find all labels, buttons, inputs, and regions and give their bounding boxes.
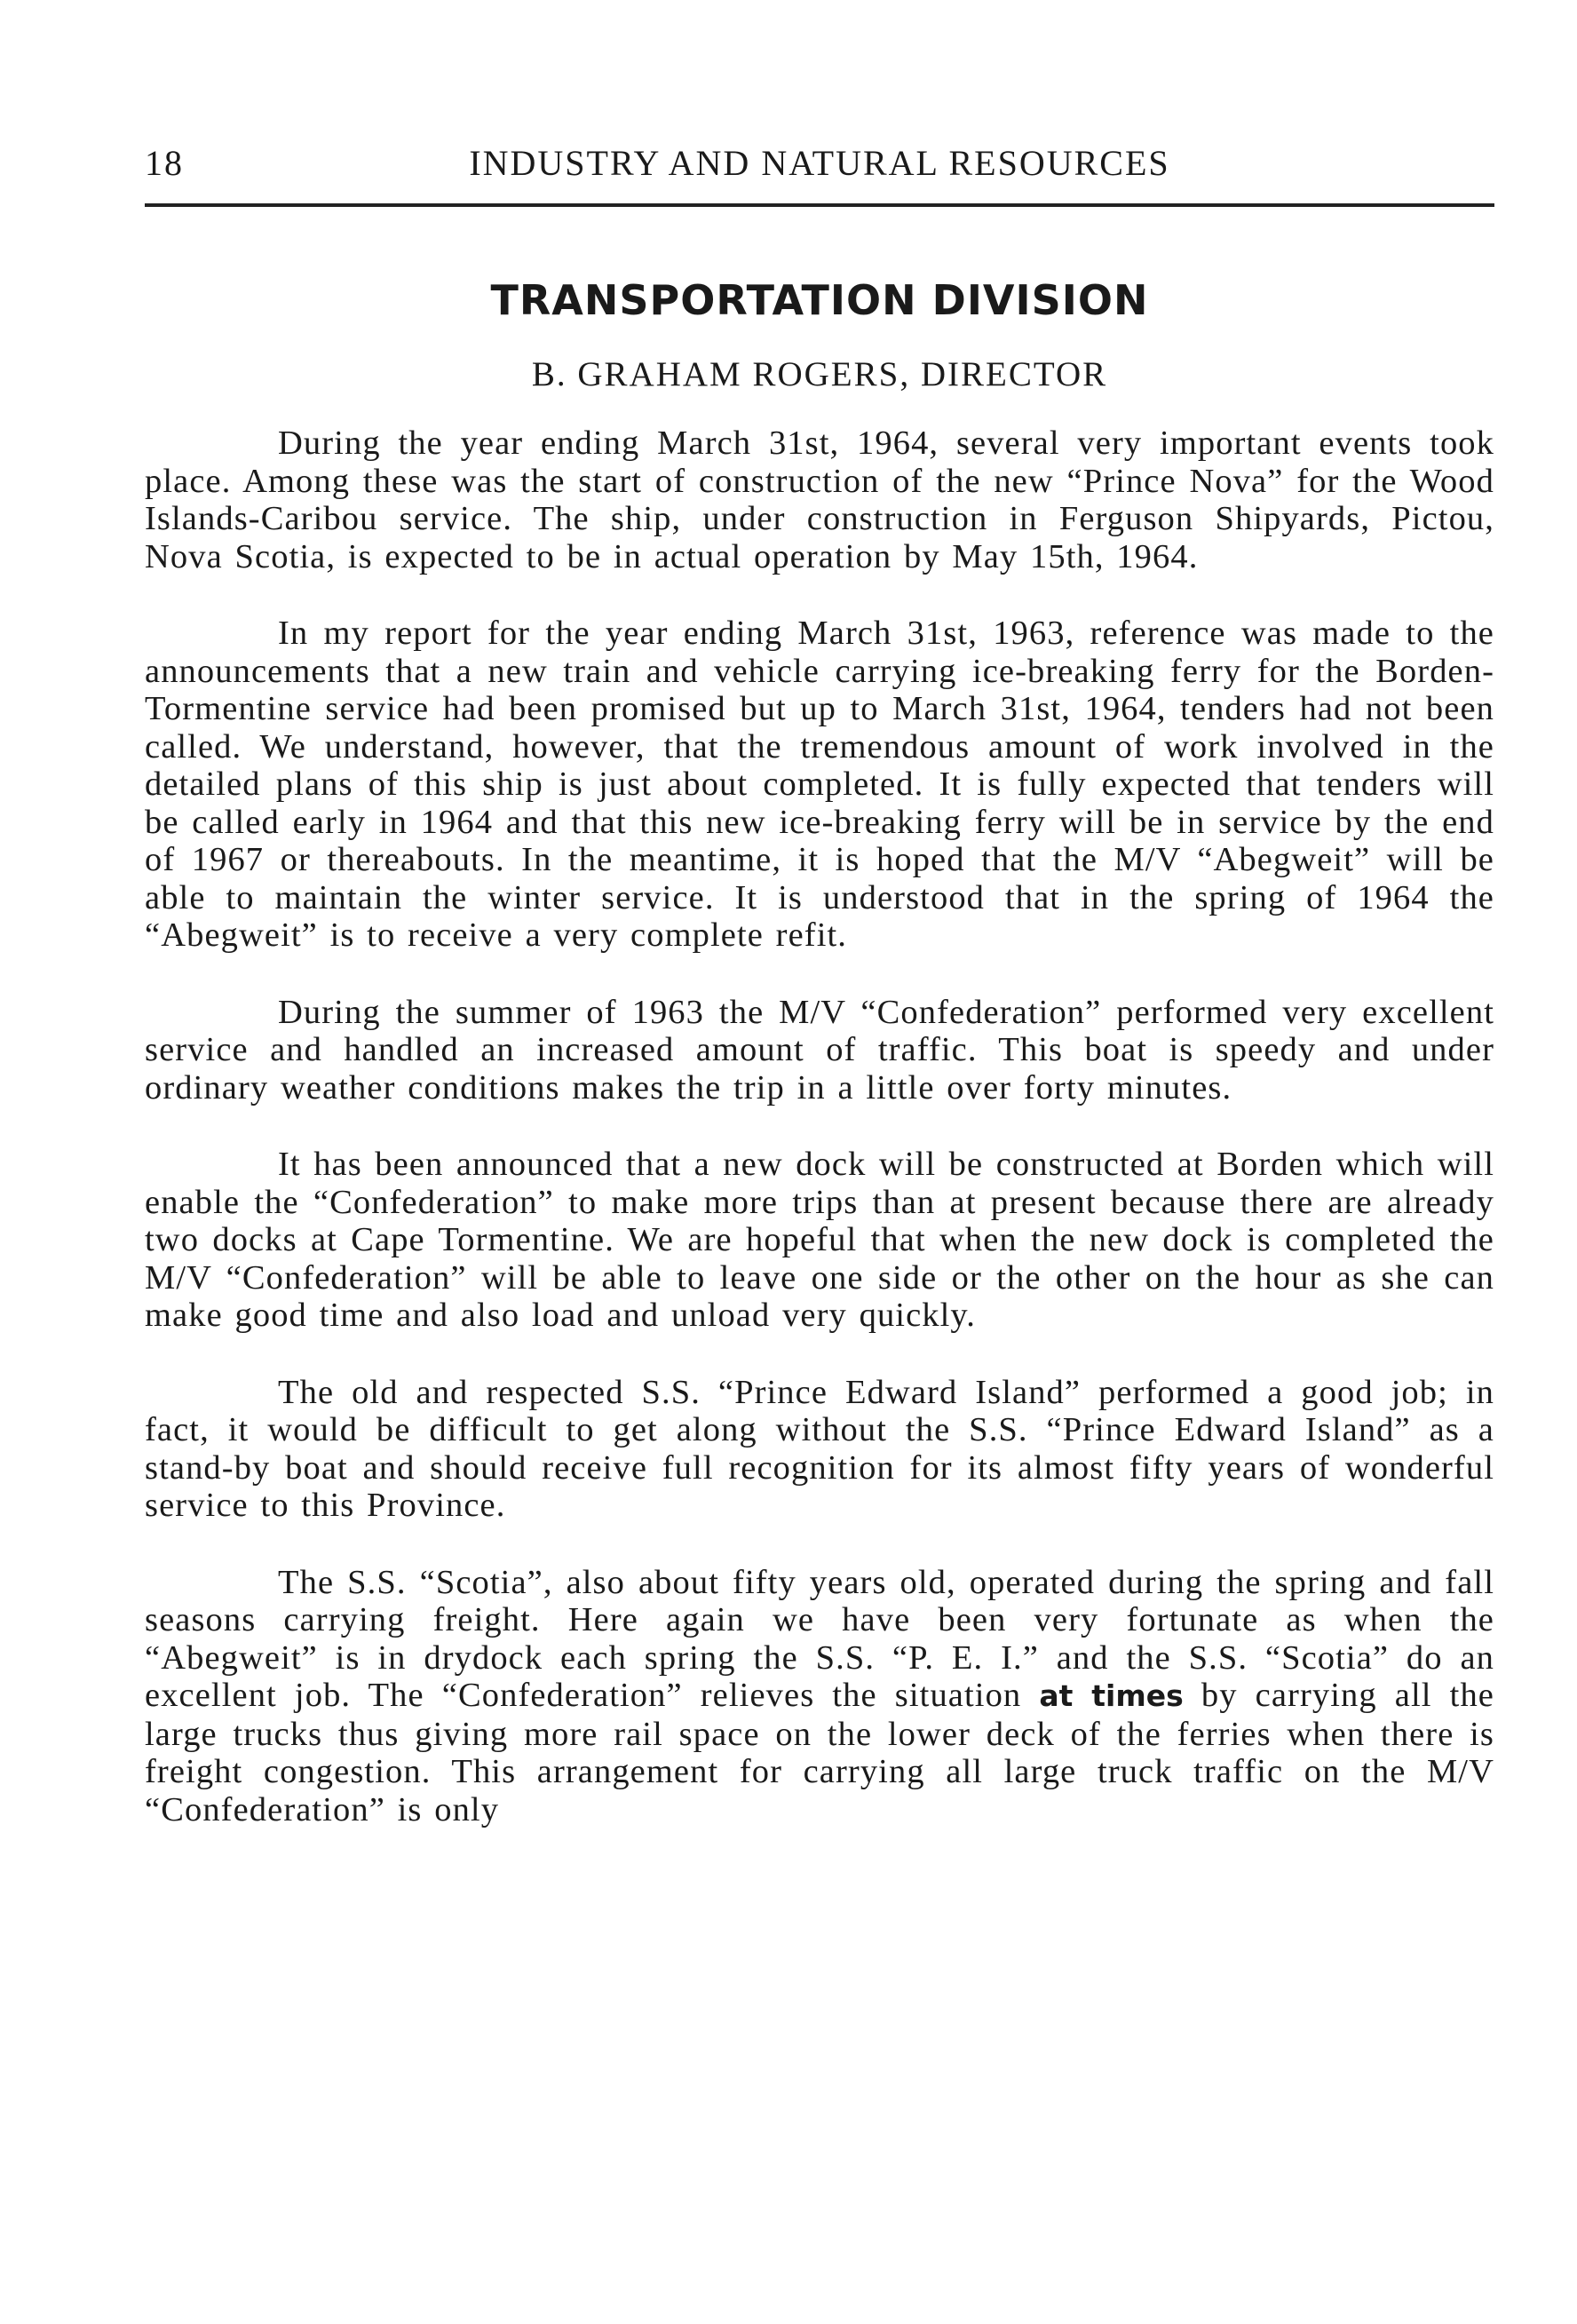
paragraph-6 (145, 1564, 1494, 1829)
page-number: 18 (145, 143, 184, 183)
paragraph-5: The old and respected S.S. “Prince Edward Island” performed a good job; in fact, it would be difficult to get along without the S.S. “Prince Edward Island” as a stand-by boat and should receive full recognition for its almost fifty years of wonderful service to this Province. (145, 1373, 1494, 1524)
paragraph-4: It has been announced that a new dock will be constructed at Borden which will enable the “Confederation” to make more trips than at present because there are already two docks at Cape Tormentine. We are hopeful that when the new dock is completed the M/V “Confederation” will be able to leave one side or the other on the hour as she can make good time and also load and unload very quickly. (145, 1146, 1494, 1334)
paragraph-6-text-end: by carrying all the large trucks thus giving more rail space on the lower deck of the ferries when there is freight congestion. This arrangement for carrying all large truck traffic on the M/V “Confederation” is only (145, 1677, 1494, 1828)
paragraph-6-text-start: The S.S. “Scotia”, also about fifty years old, operated during the spring and fall seasons carrying freight. Here again we have been very fortunate as when the “Abegweit” is in drydock each spring the S.S. “P. E. I.” and the S.S. “Scotia” do an excellent job. The “Confederation” relieves the situation (145, 1563, 1494, 1714)
paragraph-6-bold-text: at times (1039, 1678, 1184, 1713)
running-header (145, 142, 1494, 207)
section-title: TRANSPORTATION DIVISION (490, 276, 1149, 324)
running-title: INDUSTRY AND NATURAL RESOURCES (469, 143, 1170, 183)
paragraph-3: During the summer of 1963 the M/V “Confederation” performed very excellent service and handled an increased amount of traffic. This boat is speedy and under ordinary weather conditions makes the trip in a little over forty minutes. (145, 993, 1494, 1106)
document-page (145, 142, 1494, 1868)
paragraph-1: During the year ending March 31st, 1964, several very important events took place. Among these was the start of construction of the new “Prince Nova” for the Wood Islands-Caribou service. The ship, under construction in Ferguson Shipyards, Pictou, Nova Scotia, is expected to be in actual operation by May 15th, 1964. (145, 424, 1494, 575)
director-line: B. GRAHAM ROGERS, DIRECTOR (531, 355, 1108, 393)
paragraph-2: In my report for the year ending March 31st, 1963, reference was made to the announcements that a new train and vehicle carrying ice-breaking ferry for the Borden-Tormentine service had been promised but up to March 31st, 1964, tenders had not been called. We understand, however, that the tremendous amount of work involved in the detailed plans of this ship is just about completed. It is fully expected that tenders will be called early in 1964 and that this new ice-breaking ferry will be in service by the end of 1967 or thereabouts. In the meantime, it is hoped that the M/V “Abegweit” will be able to maintain the winter service. It is understood that in the spring of 1964 the “Abegweit” is to receive a very complete refit. (145, 615, 1494, 954)
